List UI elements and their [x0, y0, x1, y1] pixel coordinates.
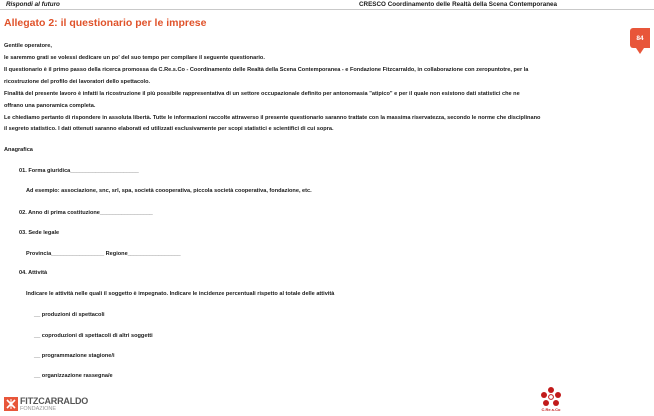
fitzcarraldo-logo-sub: FONDAZIONE: [20, 406, 57, 412]
question-forma-giuridica: 01. Forma giuridica______________________: [19, 168, 139, 174]
question-sede-legale: 03. Sede legale: [19, 230, 60, 236]
cresco-logo-text: C.Re.s.Co: [541, 407, 561, 412]
section-title: Anagrafica: [4, 147, 33, 153]
intro-line: offrano una panoramica completa.: [4, 103, 96, 109]
attivita-option: __ organizzazione rassegna/e: [34, 373, 113, 379]
intro-line: Finalità del presente lavoro è infatti la ricostruzione il più possibile rappresentativa di un settore occupazionale definito per antonomasia "atipico" e per il quale non esistono dati statistici che ne: [4, 91, 520, 97]
fitzcarraldo-logo-mark-icon: [4, 397, 18, 411]
intro-line: Le chiediamo pertanto di rispondere in assoluta libertà. Tutte le informazioni raccolte attraverso il presente questionario saranno trattate con la massima riservatezza, secondo le norme che disciplinano: [4, 115, 541, 121]
question-attivita: 04. Attività: [19, 270, 48, 276]
cresco-logo: [538, 386, 564, 414]
question-attivita-hint: Indicare le attività nelle quali il soggetto è impegnato. Indicare le incidenze percentuali rispetto al totale delle attività: [26, 291, 335, 297]
fitzcarraldo-logo: [4, 396, 100, 414]
attivita-option: __ programmazione stagione/i: [34, 353, 115, 359]
page-number-badge: 84: [630, 28, 650, 48]
cresco-flower-icon: [538, 386, 564, 408]
attivita-option: __ coproduzioni di spettacoli di altri soggetti: [34, 333, 153, 339]
document-title: Allegato 2: il questionario per le imprese: [4, 17, 207, 29]
intro-line: Il questionario è il primo passo della ricerca promossa da C.Re.s.Co - Coordinamento delle Realtà della Scena Contemporanea - e Fondazione Fitzcarraldo, in collaborazione con zeropuntotre, per la: [4, 67, 529, 73]
intro-line: il segreto statistico. I dati ottenuti saranno elaborati ed utilizzati esclusivamente per scopi statistici e scientifici di cui sopra.: [4, 126, 334, 132]
header-left-text: Rispondi al futuro: [6, 1, 60, 8]
question-forma-giuridica-hint: Ad esempio: associazione, snc, srl, spa, società coooperativa, piccola società cooperativa, fondazione, etc.: [26, 188, 312, 194]
header-right-text: CRESCO Coordinamento delle Realtà della Scena Contemporanea: [359, 1, 558, 8]
question-sede-legale-fields: Provincia_________________ Regione_________________: [26, 251, 181, 257]
header-divider: [0, 9, 654, 10]
intro-greeting: Gentile operatore,: [4, 43, 52, 49]
fitzcarraldo-logo-name: FITZCARRALDO: [20, 396, 89, 406]
intro-line: ricostruzione del profilo dei lavoratori dello spettacolo.: [4, 79, 151, 85]
question-anno-costituzione: 02. Anno di prima costituzione_________________: [19, 210, 153, 216]
intro-line: le saremmo grati se volessi dedicare un po' del suo tempo per compilare il seguente questionario.: [4, 55, 265, 61]
attivita-option: __ produzioni di spettacoli: [34, 312, 105, 318]
